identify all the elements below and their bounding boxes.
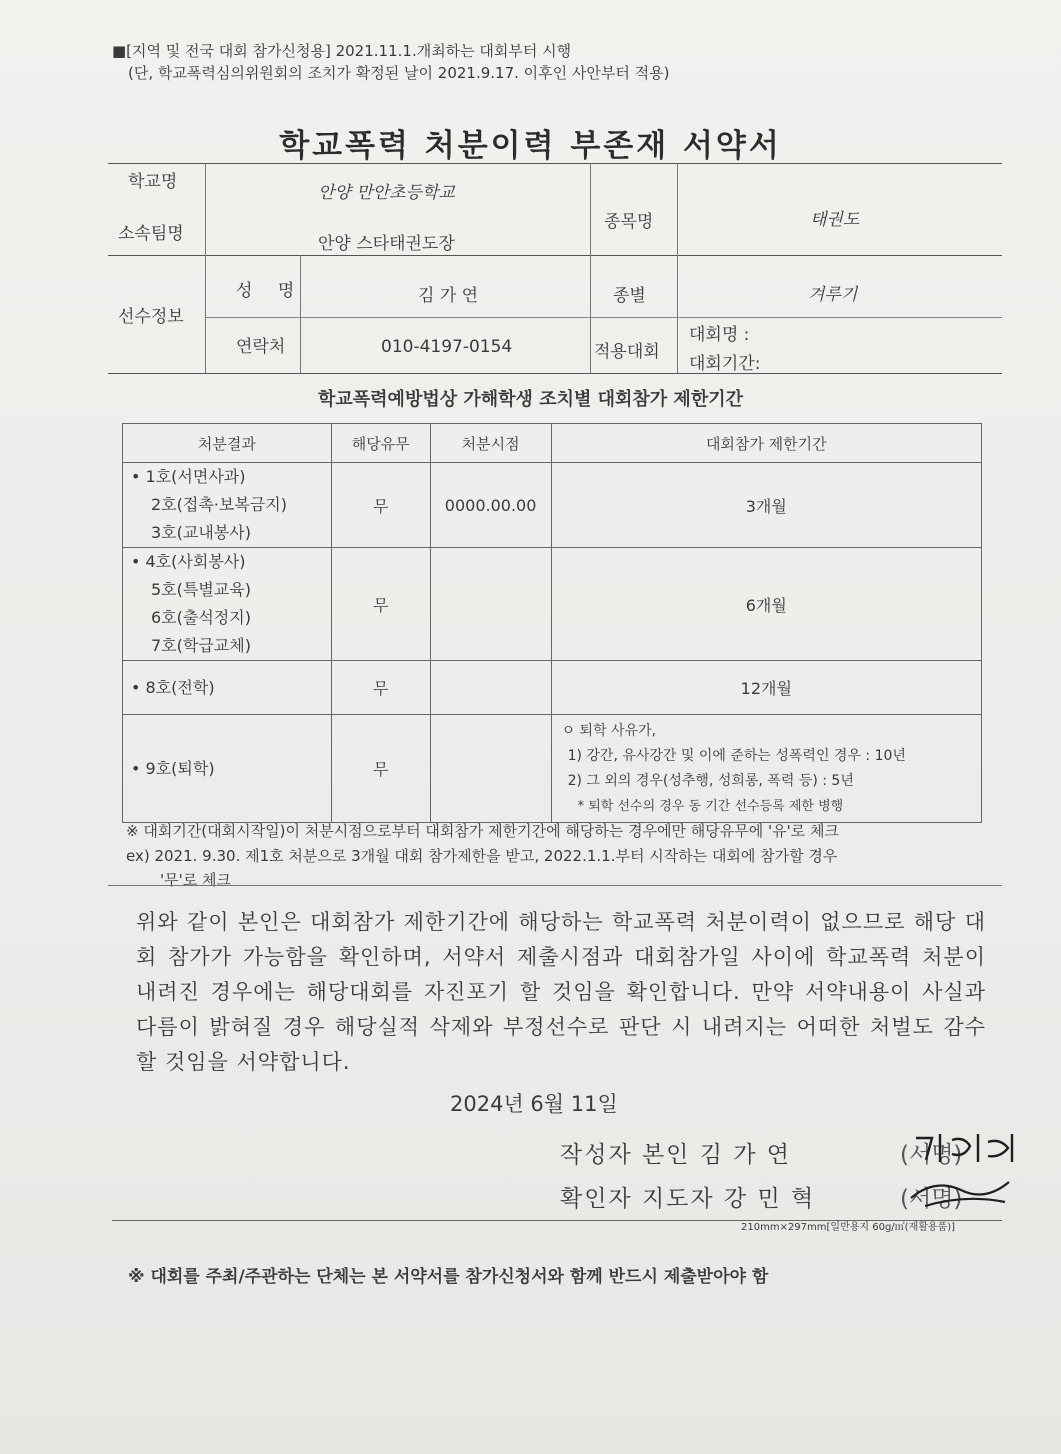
row1-applicable: 무: [331, 463, 430, 548]
pledge-paragraph: 위와 같이 본인은 대회참가 제한기간에 해당하는 학교폭력 처분이력이 없으므로 해당 대회 참가가 가능함을 확인하며, 서약서 제출시점과 대회참가일 사이에 학교폭력 처분이 내려진 경우에는 해당대회를 자진포기 할 것임을 확인합니다. 만약 서약내용이 사실과 다름이 밝혀질 경우 해당실적 삭제와 부정선수로 판단 시 내려지는 어떠한 처벌도 감수할 것임을 서약합니다.: [136, 910, 986, 1074]
contact-label: 연락처: [236, 337, 286, 357]
event-label: 적용대회: [594, 342, 660, 362]
table-row: [123, 548, 982, 661]
row4-applicable: 무: [331, 715, 430, 823]
sport-value: 태권도: [810, 210, 860, 230]
table-row: [123, 661, 982, 715]
contact-value: 010-4197-0154: [381, 337, 513, 357]
name-label: 성 명: [236, 281, 305, 301]
item-9ho: • 9호(퇴학): [131, 758, 215, 778]
row2-items: [123, 548, 332, 661]
note-2: ex) 2021. 9.30. 제1호 처분으로 3개월 대회 참가제한을 받고, 2022.1.1.부터 시작하는 대회에 참가할 경우: [126, 847, 838, 865]
item-1ho: • 1호(서면사과): [131, 467, 246, 486]
event-name-label: 대회명 :: [689, 325, 750, 345]
row4-date: [430, 715, 551, 823]
col-header-result: 처분결과: [123, 424, 332, 463]
confirmer-signature-line: 확인자 지도자 강 민 혁: [560, 1186, 816, 1212]
team-label: 소속팀명: [118, 224, 184, 244]
item-4ho: • 4호(사회봉사): [131, 552, 246, 571]
expulsion-reason-1: 1) 강간, 유사강간 및 이에 준하는 성폭력인 경우 : 10년: [567, 747, 906, 764]
info-mid-border: [108, 255, 1002, 256]
expulsion-reason-heading: ㅇ 퇴학 사유가,: [561, 722, 657, 739]
row2-applicable: 무: [331, 548, 430, 661]
row1-date: 0000.00.00: [430, 463, 551, 548]
author-handwritten-signature: [912, 1128, 1022, 1175]
sport-label: 종목명: [604, 212, 654, 232]
col-header-applicable: 해당유무: [331, 424, 430, 463]
item-8ho: • 8호(전학): [131, 677, 215, 697]
row4-items: [123, 715, 332, 823]
paper-spec: 210mm×297mm[일반용지 60g/㎡(재활용품)]: [741, 1222, 956, 1233]
header-line-2: (단, 학교폭력심의위원회의 조치가 확정된 날이 2021.9.17. 이후인 사안부터 적용): [128, 64, 670, 82]
info-col-divider-3: [677, 163, 678, 373]
author-signature-line: 작성자 본인 김 가 연: [560, 1142, 791, 1168]
info-bottom-border: [108, 373, 1002, 374]
team-value: 안양 스타태권도장: [318, 234, 455, 254]
row4-period: [551, 715, 981, 823]
row1-items: [123, 463, 332, 548]
row3-applicable: 무: [331, 661, 430, 715]
confirmer-handwritten-signature: [905, 1172, 1015, 1219]
col-header-period: 대회참가 제한기간: [551, 424, 981, 463]
row1-period: 3개월: [551, 463, 981, 548]
restriction-table: [122, 423, 982, 823]
item-6ho: 6호(출석정지): [151, 608, 251, 627]
signature-loop-icon: [905, 1172, 1015, 1212]
col-header-date: 처분시점: [430, 424, 551, 463]
item-5ho: 5호(특별교육): [151, 580, 251, 599]
item-2ho: 2호(접촉·보복금지): [151, 495, 287, 514]
author-sign-placeholder: (서명): [900, 1142, 963, 1168]
row3-date: [430, 661, 551, 715]
category-value: 겨루기: [808, 285, 858, 305]
table-header-row: [123, 424, 982, 463]
school-value: 안양 만안초등학교: [318, 183, 455, 203]
info-top-border: [108, 163, 1002, 164]
info-col-divider-2: [590, 163, 591, 373]
note-3: '무'로 체크: [160, 871, 231, 889]
note-1: ※ 대회기간(대회시작일)이 처분시점으로부터 대회참가 제한기간에 해당하는 경우에만 해당유무에 '유'로 체크: [126, 822, 839, 840]
item-7ho: 7호(학급교체): [151, 636, 251, 655]
signature-scribble-icon: [912, 1128, 1022, 1168]
row2-period: 6개월: [551, 548, 981, 661]
row3-items: [123, 661, 332, 715]
row3-period: 12개월: [551, 661, 981, 715]
pledge-date: 2024년 6월 11일: [450, 1092, 618, 1116]
info-col-divider-1: [205, 163, 206, 373]
expulsion-reason-2: 2) 그 외의 경우(성추행, 성희롱, 폭력 등) : 5년: [567, 772, 854, 789]
school-label: 학교명: [128, 172, 178, 192]
name-value: 김 가 연: [418, 286, 479, 306]
event-period-label: 대회기간:: [689, 354, 761, 374]
info-col-divider-4: [300, 255, 301, 373]
category-label: 종별: [613, 286, 646, 306]
table-row: [123, 463, 982, 548]
restriction-heading: 학교폭력예방법상 가해학생 조치별 대회참가 제한기간: [318, 389, 743, 410]
row2-date: [430, 548, 551, 661]
document-title: 학교폭력 처분이력 부존재 서약서: [279, 128, 782, 164]
item-3ho: 3호(교내봉사): [151, 523, 251, 542]
notes-divider: [108, 885, 1002, 886]
player-info-label: 선수정보: [118, 307, 184, 327]
footer-notice: ※ 대회를 주최/주관하는 단체는 본 서약서를 참가신청서와 함께 반드시 제출받아야 함: [128, 1267, 769, 1287]
header-line-1: ■[지역 및 전국 대회 참가신청용] 2021.11.1.개최하는 대회부터 시행: [112, 42, 572, 60]
table-row: [123, 715, 982, 823]
info-row-divider: [205, 317, 1002, 318]
confirmer-sign-placeholder: (서명): [900, 1186, 963, 1212]
expulsion-note: * 퇴학 선수의 경우 동 기간 선수등록 제한 병행: [577, 798, 844, 814]
